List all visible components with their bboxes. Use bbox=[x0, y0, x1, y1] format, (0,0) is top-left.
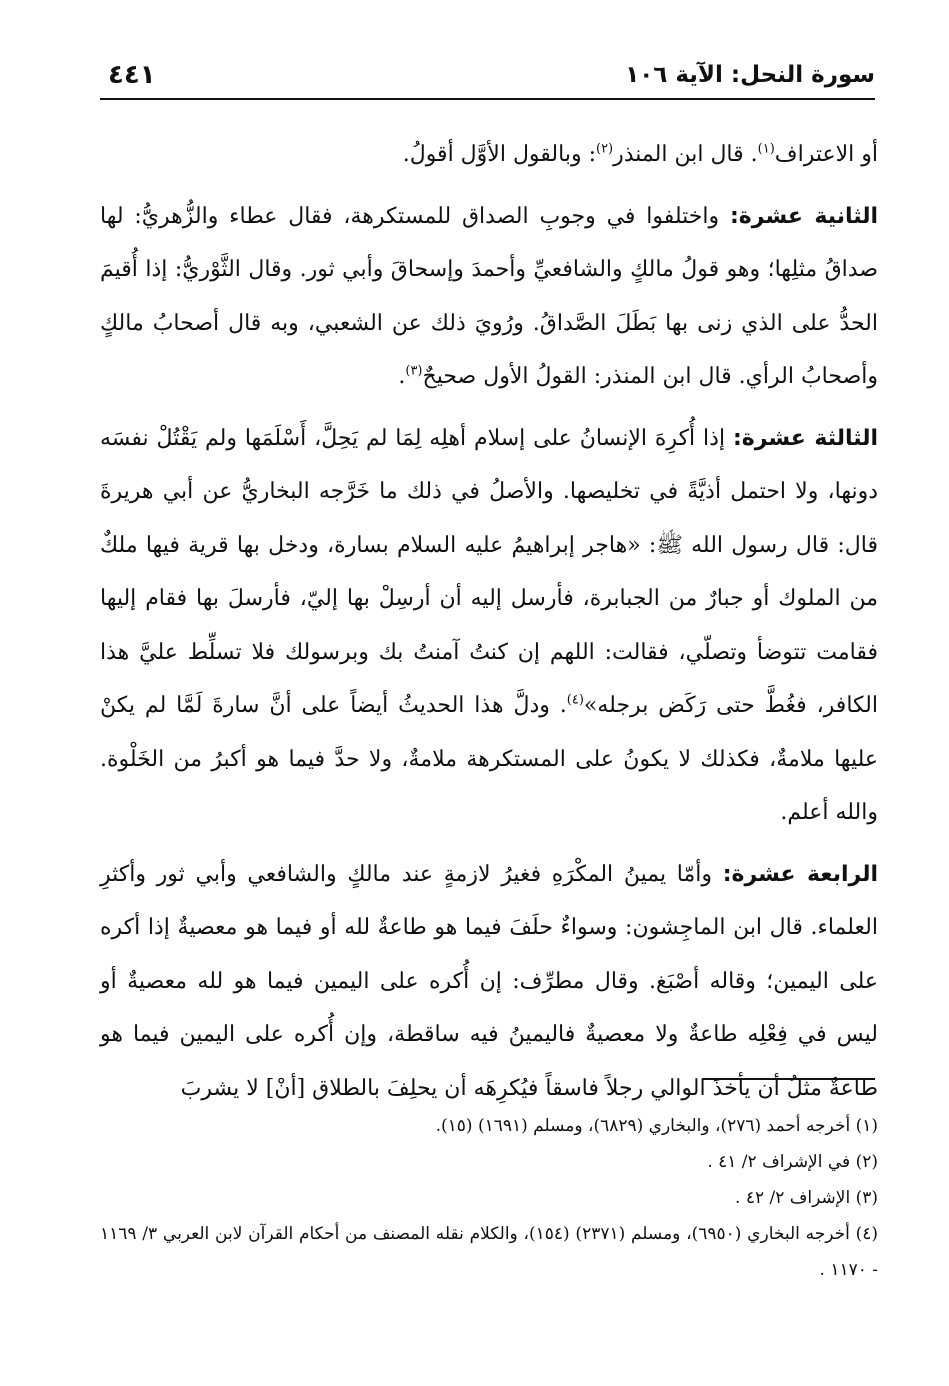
text-run: إذا أُكرِهَ الإنسانُ على إسلام أهلِه لِمَا لم يَحِلَّ، أَسْلَمَها ولم يَقْتُلْ نفسَه دونها، ولا احتمل أذيَّةً في تخليصها. والأصلُ في ذلك ما خَرَّجه البخاريُّ عن أبي هريرةَ قال: قال رسول الله ﷺ: «هاجر إبراهيمُ عليه السلام بسارة، ودخل بها قرية فيها ملكٌ من الملوك أو جبارٌ من الجبابرة، فأرسل إليه أن أرسِلْ بها إليّ، فأرسلَ بها فقام إليها فقامت تتوضأ وتصلّي، فقالت: اللهم إن كنتُ آمنتُ بك وبرسولك فلا تسلِّط عليَّ هذا الكافر، فغُطَّ حتى رَكَض برجله» bbox=[100, 425, 878, 718]
footnote-4: (٤) أخرجه البخاري (٦٩٥٠)، ومسلم (٢٣٧١) (١٥٤)، والكلام نقله المصنف من أحكام القرآن لابن العربي ٣/ ١١٦٩ - ١١٧٠ . bbox=[100, 1224, 879, 1280]
section-label: الثانية عشرة: bbox=[729, 203, 878, 229]
text-run: . قال ابن المنذر bbox=[613, 142, 758, 167]
footnotes bbox=[100, 1108, 878, 1288]
footnote-ref-4[interactable]: (٤) bbox=[566, 692, 584, 708]
footnote-3: (٣) الإشراف ٢/ ٤٢ . bbox=[735, 1188, 878, 1208]
text-run: أو الاعتراف bbox=[774, 142, 878, 167]
footnote-separator bbox=[703, 1078, 875, 1080]
footnote-2: (٢) في الإشراف ٢/ ٤١ . bbox=[707, 1152, 878, 1172]
text-run: . bbox=[398, 364, 406, 389]
section-label: الرابعة عشرة: bbox=[722, 861, 878, 887]
text-run: : وبالقول الأوَّل أقولُ. bbox=[402, 142, 596, 167]
paragraph-thirteenth bbox=[100, 412, 878, 840]
paragraph-fourteenth bbox=[100, 848, 878, 1116]
main-text bbox=[100, 128, 878, 1115]
footnote-ref-1[interactable]: (١) bbox=[757, 141, 775, 157]
text-run: . ودلَّ هذا الحديثُ أيضاً على أنَّ سارةَ لَمَّا لم يكنْ عليها ملامةٌ، فكذلك لا يكونُ على المستكرهة ملامةٌ، ولا حدَّ فيما هو أكبرُ من الخَلْوة. والله أعلم. bbox=[100, 693, 878, 825]
paragraph-continuation bbox=[100, 128, 878, 182]
running-head bbox=[100, 56, 875, 100]
footnote-1: (١) أخرجه أحمد (٢٧٦)، والبخاري (٦٨٢٩)، ومسلم (١٦٩١) (١٥). bbox=[435, 1116, 878, 1136]
footnote-ref-3[interactable]: (٣) bbox=[405, 363, 423, 379]
footnote-ref-2[interactable]: (٢) bbox=[595, 141, 614, 157]
text-run: واختلفوا في وجوبِ الصداق للمستكرهة، فقال عطاء والزُّهريُّ: لها صداقُ مثلِها؛ وهو قولُ مالكٍ والشافعيِّ وأحمدَ وإسحاقَ وأبي ثور. وقال الثَّوْريُّ: إذا أُقيمَ الحدُّ على الذي زنى بها بَطَلَ الصَّداقُ. ورُويَ ذلك عن الشعبي، وبه قال أصحابُ مالكٍ وأصحابُ الرأي. قال ابن المنذر: القولُ الأول صحيحٌ bbox=[100, 203, 878, 389]
page-number: ٤٤١ bbox=[108, 60, 156, 90]
paragraph-twelfth bbox=[100, 190, 878, 404]
text-run: وأمّا يمينُ المكْرَهِ فغيرُ لازمةٍ عند مالكٍ والشافعي وأبي ثور وأكثرِ العلماء. قال ابن الماجِشون: وسواءٌ حلَفَ فيما هو طاعةٌ لله أو فيما هو معصيةٌ إذا أكره على اليمين؛ وقاله أصْبَغ. وقال مطرِّف: إن أُكره على اليمين فيما هو لله معصيةٌ أو ليس في فِعْلِه طاعةٌ ولا معصيةٌ فاليمينُ فيه ساقطة، وإن أُكره على اليمين فيما هو طاعةٌ مثلُ أن يأخذَ الوالي رجلاً فاسقاً فيُكرِهَه أن يحلِفَ بالطلاق [أنْ] لا يشربَ bbox=[100, 861, 878, 1101]
section-label: الثالثة عشرة: bbox=[732, 425, 878, 451]
running-title: سورة النحل: الآية ١٠٦ bbox=[625, 62, 875, 88]
